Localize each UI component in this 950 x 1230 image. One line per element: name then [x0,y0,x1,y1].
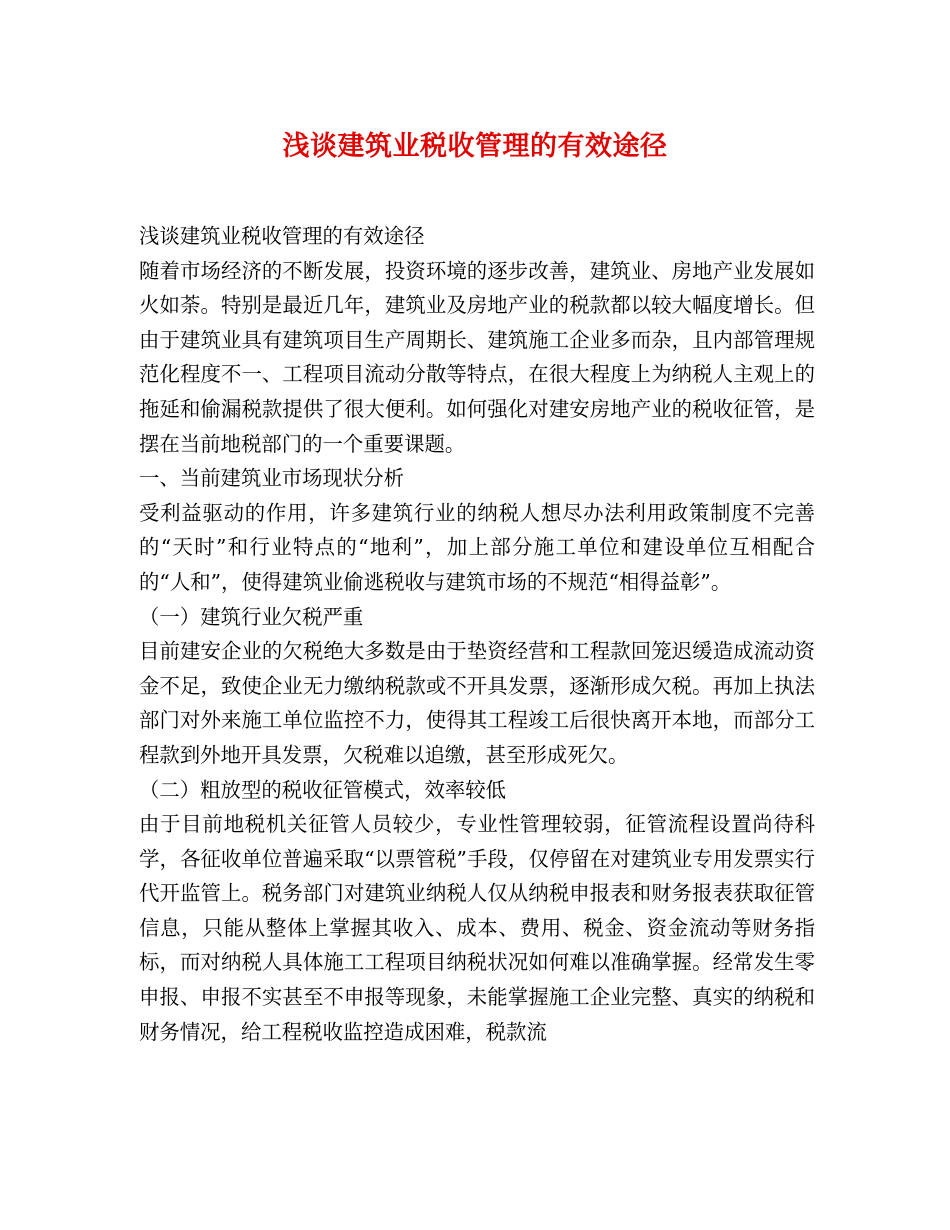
subsection-heading: （一）建筑行业欠税严重 [139,604,364,629]
body-heading: 浅谈建筑业税收管理的有效途径 [139,224,425,248]
body-paragraph: 随着市场经济的不断发展，投资环境的逐步改善，建筑业、房地产业发展如火如荼。特别是最近几年，建筑业及房地产业的税款都以较大幅度增长。但由于建筑业具有建筑项目生产周期长、建筑施工企业多而杂，且内部管理规范化程度不一、工程项目流动分散等特点，在很大程度上为纳税人主观上的拖延和偷漏税款提供了很大便利。如何强化对建安房地产业的税收征管，是摆在当前地税部门的一个重要课题。 [139,258,815,456]
body-paragraph: 受利益驱动的作用，许多建筑行业的纳税人想尽办法利用政策制度不完善的“天时”和行业特点的“地利”，加上部分施工单位和建设单位互相配合的“人和”，使得建筑业偷逃税收与建筑市场的不规范“相得益彰”。 [139,500,815,594]
body-paragraph: 目前建安企业的欠税绝大多数是由于垫资经营和工程款回笼迟缓造成流动资金不足，致使企业无力缴纳税款或不开具发票，逐渐形成欠税。再加上执法部门对外来施工单位监控不力，使得其工程竣工后很快离开本地，而部分工程款到外地开具发票，欠税难以追缴，甚至形成死欠。 [139,639,815,767]
document-body [139,219,815,1049]
subsection-heading: （二）粗放型的税收征管模式，效率较低 [139,777,507,802]
section-heading: 一、当前建筑业市场现状分析 [139,466,405,491]
body-paragraph: 由于目前地税机关征管人员较少，专业性管理较弱，征管流程设置尚待科学，各征收单位普遍采取“以票管税”手段，仅停留在对建筑业专用发票实行代开监管上。税务部门对建筑业纳税人仅从纳税申报表和财务报表获取征管信息，只能从整体上掌握其收入、成本、费用、税金、资金流动等财务指标，而对纳税人具体施工工程项目纳税状况如何难以准确掌握。经常发生零申报、申报不实甚至不申报等现象，未能掌握施工企业完整、真实的纳税和财务情况，给工程税收监控造成困难，税款流 [139,812,815,1044]
document-title: 浅谈建筑业税收管理的有效途径 [282,131,668,162]
